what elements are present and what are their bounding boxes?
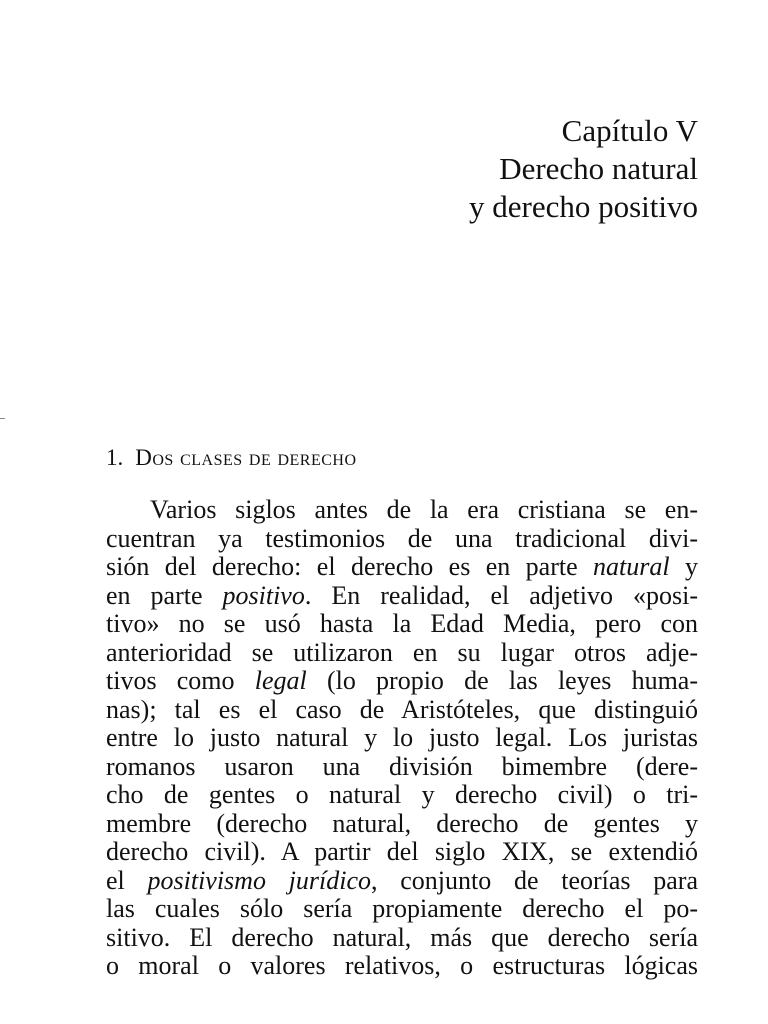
section-number: 1. — [106, 445, 124, 470]
paragraph-line — [106, 667, 698, 696]
paragraph-line — [106, 895, 698, 924]
line-text: cho de gentes o natural y derecho civil) o tri- — [106, 780, 698, 809]
paragraph-line — [106, 553, 698, 582]
paragraph-line — [106, 582, 698, 611]
line-text: nas); tal es el caso de Aristóteles, que distinguió — [106, 694, 698, 724]
line-text: . En realidad, el adjetivo «posi- — [304, 580, 698, 610]
line-text: o moral o valores relativos, o estructuras lógicas — [106, 951, 698, 980]
margin-mark — [0, 418, 5, 419]
paragraph-line — [106, 924, 698, 953]
paragraph-line — [106, 753, 698, 782]
paragraph-line — [106, 696, 698, 725]
paragraph-line — [106, 610, 698, 639]
paragraph-line — [106, 867, 698, 896]
chapter-title-line-1: Derecho natural — [499, 151, 698, 186]
line-text: derecho civil). A partir del siglo XIX, se extendió — [106, 837, 698, 866]
line-text: , conjunto de teorías para — [371, 865, 699, 895]
paragraph-line — [106, 838, 698, 867]
line-text: anterioridad se utilizaron en su lugar otros adje- — [106, 637, 698, 667]
section-heading — [106, 442, 357, 474]
italic-term: legal — [254, 666, 307, 695]
line-text: entre lo justo natural y lo justo legal. Los juristas — [106, 723, 698, 752]
line-text: Varios siglos antes de la era cristiana se en- — [150, 495, 698, 524]
body-paragraph — [106, 496, 698, 981]
paragraph-line — [106, 496, 698, 525]
line-text: tivo» no se usó hasta la Edad Media, pero con — [106, 609, 698, 638]
italic-term: positivo — [222, 580, 305, 610]
paragraph-line — [106, 724, 698, 753]
italic-term: positivismo jurídico — [147, 865, 372, 895]
paragraph-line — [106, 525, 698, 554]
chapter-title-line-2: y derecho positivo — [468, 189, 698, 224]
line-text: cuentran ya testimonios de una tradicional divi- — [106, 523, 698, 553]
chapter-number: Capítulo V — [561, 113, 698, 148]
paragraph-line — [106, 952, 698, 981]
line-text: sitivo. El derecho natural, más que derecho sería — [106, 922, 698, 952]
line-text: membre (derecho natural, derecho de gentes y — [106, 808, 698, 838]
line-text: romanos usaron una división bimembre (dere- — [106, 751, 698, 781]
line-text: en parte — [106, 580, 223, 610]
paragraph-line — [106, 810, 698, 839]
italic-term: natural — [593, 552, 670, 581]
chapter-heading — [469, 112, 698, 226]
line-text: (lo propio de las leyes huma- — [306, 666, 698, 695]
line-text: las cuales sólo sería propiamente derecho el po- — [106, 894, 698, 923]
paragraph-line — [106, 639, 698, 668]
line-text: el — [106, 865, 148, 895]
paragraph-line — [106, 781, 698, 810]
line-text: tivos como — [106, 666, 255, 695]
line-text: y — [669, 552, 699, 581]
line-text: sión del derecho: el derecho es en parte — [106, 552, 594, 581]
section-title: Dos clases de derecho — [135, 445, 357, 470]
